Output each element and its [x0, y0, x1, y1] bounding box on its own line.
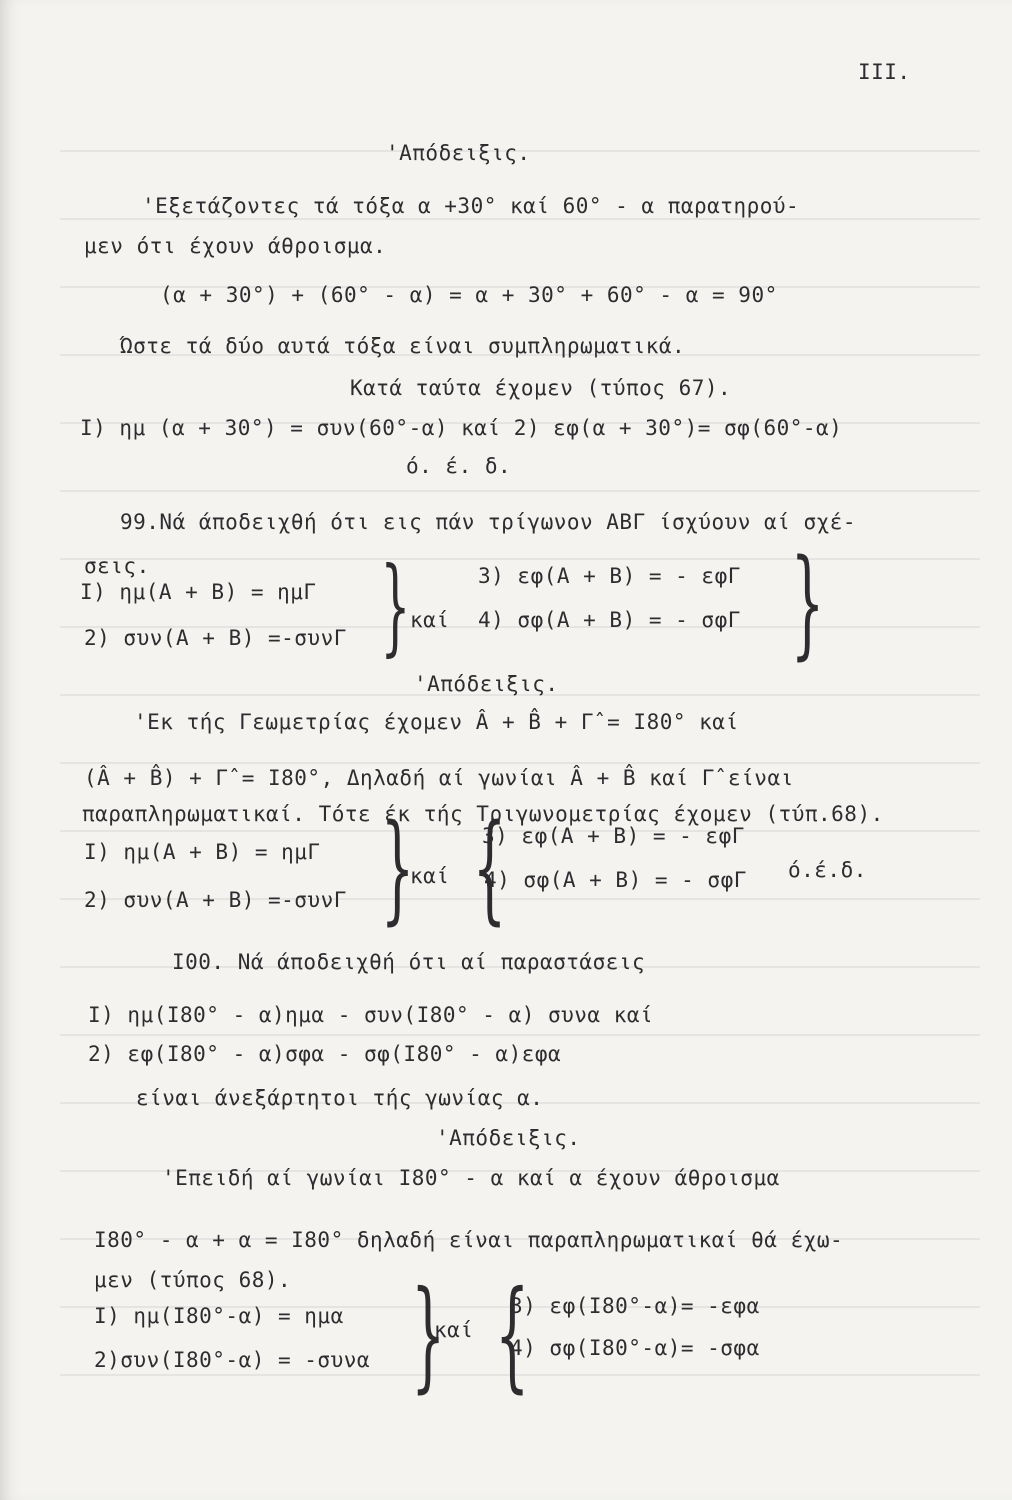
equation-line: 2) συν(Α + Β) =-συνΓ — [84, 888, 347, 912]
text-line: Ώστε τά δύο αυτά τόξα είναι συμπληρωματικά. — [120, 334, 686, 358]
page-number: III. — [858, 60, 911, 84]
conjunction: καί — [434, 1318, 474, 1342]
equation-line: 3) εφ(Α + Β) = - εφΓ — [478, 564, 741, 588]
equation-line: I) ημ(I80°-α) = ημα — [94, 1304, 344, 1328]
equation-line: I) ημ(I80° - α)ημα - συν(I80° - α) συνα καί — [88, 1003, 654, 1027]
equation-line: I) ημ(Α + Β) = ημΓ — [80, 580, 317, 604]
left-brace: { — [494, 1266, 530, 1405]
left-brace: { — [472, 798, 507, 936]
text-line: 'Εξετάζοντες τά τόξα α +30° καί 60° - α παρατηρού- — [142, 194, 800, 218]
heading-proof: 'Απόδειξις. — [414, 672, 559, 696]
equation-line: (α + 30°) + (60° - α) = α + 30° + 60° - α = 90° — [160, 283, 778, 307]
right-brace: } — [380, 798, 415, 936]
equation-line: I) ημ(Α + Β) = ημΓ — [84, 840, 321, 864]
text-line: 'Επειδή αί γωνίαι I80° - α καί α έχουν άθροισμα — [162, 1166, 780, 1190]
text-line: I80° - α + α = I80° δηλαδή είναι παραπληρωματικαί θά έχω- — [94, 1228, 844, 1252]
right-brace: } — [410, 1266, 446, 1405]
text-line: 'Εκ τής Γεωμετρίας έχομεν Â + B̂ + Γ̂ = I80° καί — [134, 710, 739, 734]
conjunction: καί — [410, 608, 450, 632]
qed-mark: ό.έ.δ. — [788, 858, 867, 882]
exercise-99: 99.Νά άποδειχθή ότι εις πάν τρίγωνον ΑΒΓ ίσχύουν αί σχέ- — [120, 510, 857, 534]
right-brace: } — [380, 545, 411, 667]
heading-proof: 'Απόδειξις. — [386, 141, 531, 165]
qed-mark: ό. έ. δ. — [406, 454, 512, 478]
exercise-100: I00. Νά άποδειχθή ότι αί παραστάσεις — [172, 950, 646, 974]
text-line: σεις. — [84, 554, 150, 578]
text-line: (Â + B̂) + Γ̂ = I80°, Δηλαδή αί γωνίαι Â + B̂ καί Γ̂ είναι — [84, 766, 794, 790]
text-line: μεν ότι έχουν άθροισμα. — [84, 234, 387, 258]
equation-line: 2)συν(I80°-α) = -συνα — [94, 1348, 371, 1372]
text-line: μεν (τύπος 68). — [94, 1268, 292, 1292]
text-line: παραπληρωματικαί. Τότε έκ τής Τριγωνομετρίας έχομεν (τύπ.68). — [82, 802, 884, 826]
equation-line: I) ημ (α + 30°) = συν(60°-α) καί 2) εφ(α + 30°)= σφ(60°-α) — [80, 416, 843, 440]
equation-line: 2) συν(Α + Β) =-συνΓ — [84, 626, 347, 650]
text-line: Κατά ταύτα έχομεν (τύπος 67). — [350, 376, 732, 400]
heading-proof: 'Απόδειξις. — [436, 1126, 581, 1150]
equation-line: 2) εφ(I80° - α)σφα - σφ(I80° - α)εφα — [88, 1042, 562, 1066]
equation-line: 4) σφ(Α + Β) = - σφΓ — [478, 608, 741, 632]
conjunction: καί — [410, 864, 450, 888]
equation-line: 3) εφ(I80°-α)= -εφα — [510, 1294, 760, 1318]
right-brace: } — [790, 533, 825, 671]
text-line: είναι άνεξάρτητοι τής γωνίας α. — [136, 1086, 544, 1110]
equation-line: 3) εφ(Α + Β) = - εφΓ — [482, 824, 745, 848]
equation-line: 4) σφ(Α + Β) = - σφΓ — [484, 868, 747, 892]
equation-line: 4) σφ(I80°-α)= -σφα — [510, 1336, 760, 1360]
